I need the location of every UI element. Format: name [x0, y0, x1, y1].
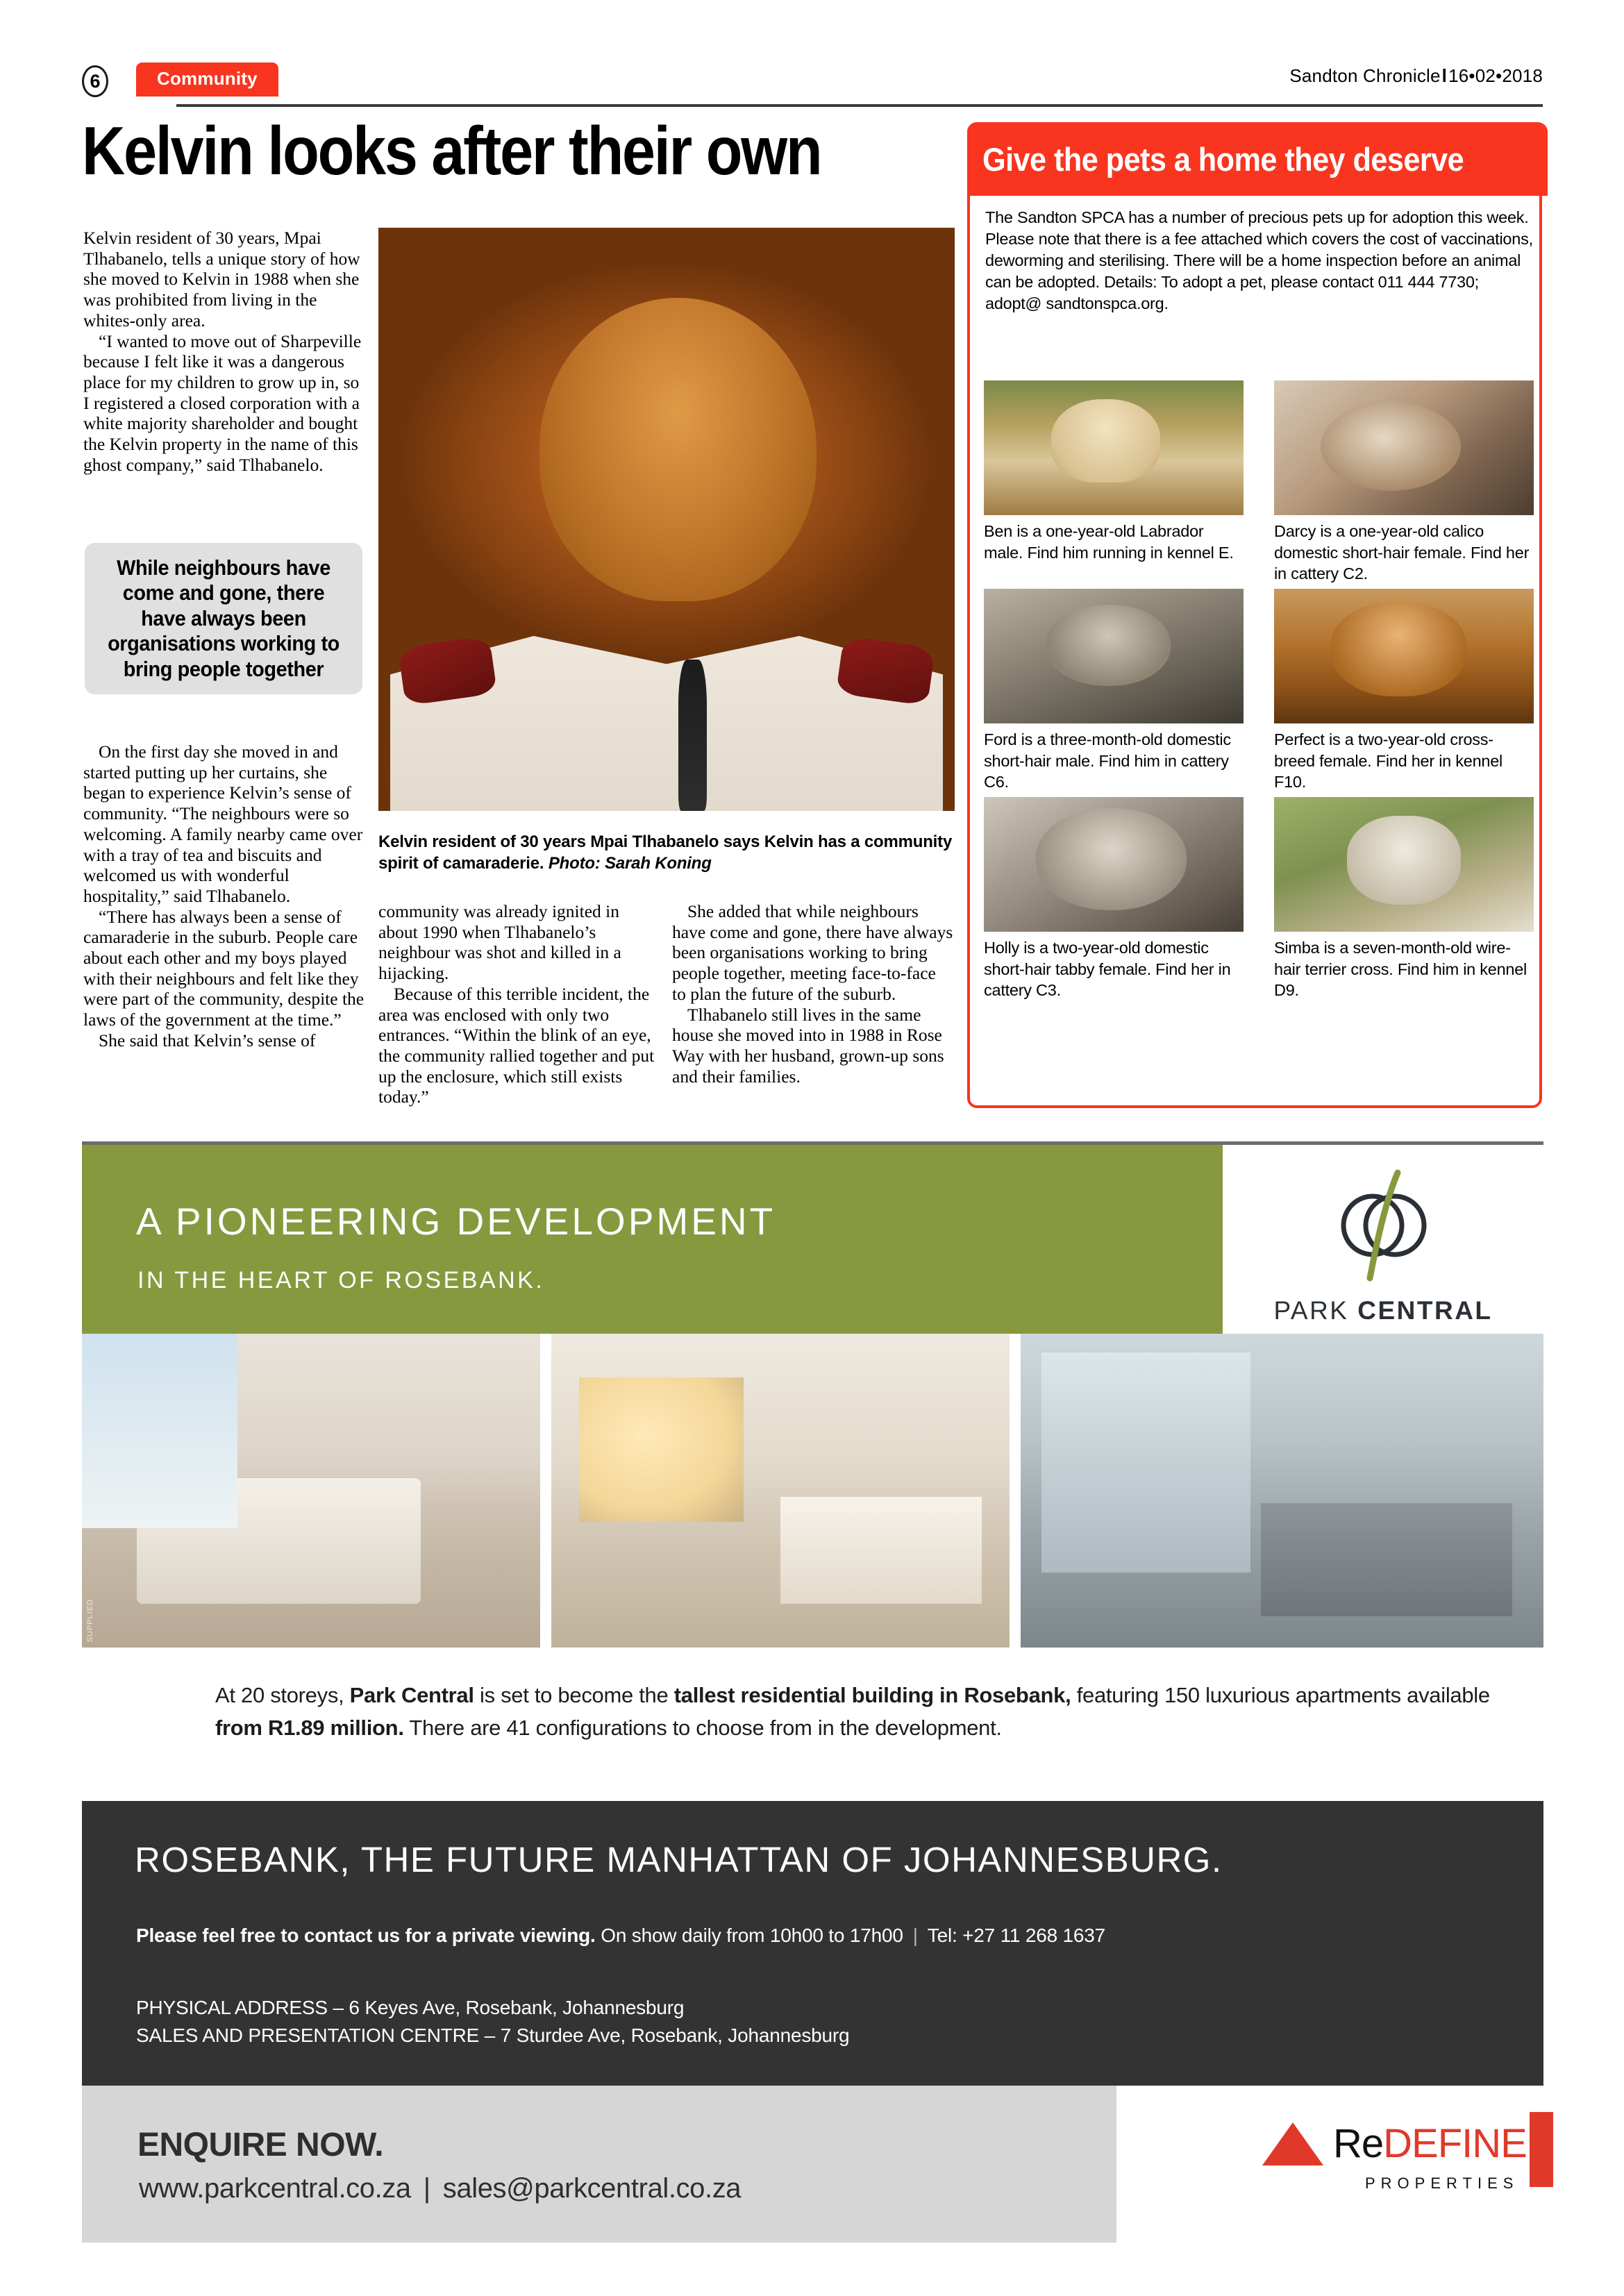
page-number: 6 [82, 65, 108, 97]
paragraph: She added that while neighbours have come and gone, there have always been organisations working to bring people together, meeting face-to-face to plan the future of the suburb. [672, 901, 953, 1004]
masthead [1289, 65, 1543, 87]
advert-body-copy [215, 1679, 1521, 1744]
paragraph: She said that Kelvin’s sense of [99, 1030, 316, 1050]
pet-photo-ben [984, 380, 1244, 515]
advert-subheading: IN THE HEART OF ROSEBANK. [137, 1267, 545, 1293]
advert-photo-credit: SUPPLIED [86, 1598, 94, 1642]
paragraph: “There has always been a sense of camaraderie in the suburb. People care about each other and my boys played with their neighbours and felt like they were part of the community, despite the laws of the government at the time.” [83, 906, 365, 1030]
pet-caption: Ford is a three-month-old domestic short-hair male. Find him in cattery C6. [984, 730, 1231, 791]
advert-addresses [136, 1994, 849, 2050]
pet-card-ford [984, 589, 1244, 797]
masthead-date: 16•02•2018 [1448, 65, 1543, 86]
pet-caption: Perfect is a two-year-old cross-breed female. Find her in kennel F10. [1274, 730, 1503, 791]
spca-intro-text: The Sandton SPCA has a number of precious pets up for adoption this week. Please note that there is a fee attached which covers the cost of vaccinations, deworming and sterilising. There will be a home inspection before an animal can be adopted. Details: To adopt a pet, please contact 011 444 7730; adopt@ sandtonspca.org. [985, 208, 1533, 313]
logo-name-light: PARK [1273, 1296, 1358, 1325]
park-central-logo [1223, 1145, 1543, 1334]
pet-photo-perfect [1274, 589, 1534, 723]
spca-sidebar [967, 122, 1542, 1108]
section-tag: Community [136, 62, 278, 97]
redefine-logo-row [1262, 2120, 1527, 2167]
advert-viewing-line [136, 1925, 1105, 1947]
article-column-2 [378, 901, 660, 1107]
address-value: – 6 Keyes Ave, Rosebank, Johannesburg [333, 1997, 685, 2018]
address-label: PHYSICAL ADDRESS [136, 1997, 328, 2018]
pet-card-ben [984, 380, 1244, 589]
article-column-1-bottom [83, 741, 369, 1051]
pet-photo-simba [1274, 797, 1534, 932]
pet-photo-ford [984, 589, 1244, 723]
pet-photo-holly [984, 797, 1244, 932]
enquire-contact-links [139, 2173, 741, 2204]
logo-name-bold: CENTRAL [1357, 1296, 1493, 1325]
pet-card-darcy [1274, 380, 1534, 589]
pet-caption: Holly is a two-year-old domestic short-hair tabby female. Find her in cattery C3. [984, 939, 1231, 1000]
body-part: is set to become the [474, 1683, 674, 1707]
body-part: At 20 storeys, [215, 1683, 350, 1707]
pet-card-holly [984, 797, 1244, 1005]
pull-quote [85, 543, 362, 694]
photo-credit: Photo: Sarah Koning [548, 853, 712, 873]
address-label: SALES AND PRESENTATION CENTRE [136, 2024, 480, 2046]
paragraph: Kelvin resident of 30 years, Mpai Tlhabanelo, tells a unique story of how she moved to Kelvin in 1988 when she was prohibited from living in the whites-only area. [83, 228, 360, 330]
advert-green-banner [82, 1145, 1223, 1334]
article-column-3 [672, 901, 953, 1087]
caption-text: Kelvin resident of 30 years Mpai Tlhabanelo says Kelvin has a community spirit of camaraderie. [378, 832, 953, 873]
redefine-subtitle: PROPERTIES [1365, 2175, 1519, 2192]
masthead-title: Sandton Chronicle [1289, 65, 1441, 86]
enquire-title: ENQUIRE NOW. [137, 2127, 384, 2163]
advert-dark-panel [82, 1801, 1543, 2086]
pull-quote-text: While neighbours have come and gone, there have always been organisations working to bring people together [108, 555, 340, 681]
photo-portrait-woman [378, 228, 955, 811]
redefine-red-bar [1530, 2112, 1553, 2187]
redefine-wordmark [1333, 2120, 1527, 2167]
park-central-monogram-icon [1331, 1164, 1435, 1286]
advert-photo-strip [82, 1334, 1543, 1648]
viewing-telephone: Tel: +27 11 268 1637 [927, 1925, 1106, 1946]
portrait-tie [678, 660, 708, 811]
redefine-properties-logo [1262, 2108, 1543, 2219]
advert-photo-bedroom [82, 1334, 540, 1648]
address-value: – 7 Sturdee Ave, Rosebank, Johannesburg [484, 2024, 850, 2046]
paragraph: community was already ignited in about 1990 when Tlhabanelo’s neighbour was shot and killed in a hijacking. [378, 901, 621, 984]
advert-heading: A PIONEERING DEVELOPMENT [136, 1200, 776, 1243]
pet-caption: Ben is a one-year-old Labrador male. Find him running in kennel E. [984, 522, 1234, 562]
paragraph: On the first day she moved in and started putting up her curtains, she began to experience Kelvin’s sense of community. “The neighbours were so welcoming. A family nearby came over with a tray of tea and biscuits and welcomed us with wonderful hospitality,” said Tlhabanelo. [83, 741, 363, 906]
redefine-define: DEFINE [1383, 2121, 1527, 2166]
viewing-bold: Please feel free to contact us for a private viewing. [136, 1925, 596, 1946]
pet-photo-darcy [1274, 380, 1534, 515]
page-header [82, 61, 1543, 103]
body-part: featuring 150 luxurious apartments available [1071, 1683, 1490, 1707]
enquire-separator: | [423, 2173, 430, 2204]
address-row-physical [136, 1994, 849, 2022]
pet-caption: Simba is a seven-month-old wire-hair terrier cross. Find him in kennel D9. [1274, 939, 1527, 1000]
page-title: Kelvin looks after their own [82, 112, 821, 189]
address-row-sales [136, 2022, 849, 2050]
enquire-website-link[interactable]: www.parkcentral.co.za [139, 2173, 411, 2204]
spca-title: Give the pets a home they deserve [982, 140, 1464, 178]
redefine-re: Re [1333, 2121, 1384, 2166]
header-rule [176, 104, 1543, 107]
article-column-1-top [83, 228, 369, 475]
advert-enquire-panel [82, 2086, 1116, 2243]
body-part: There are 41 configurations to choose from in the development. [403, 1715, 1002, 1740]
viewing-separator: | [912, 1925, 918, 1946]
paragraph: “I wanted to move out of Sharpeville because I felt like it was a dangerous place for my children to grow up in, so I registered a closed corporation with a white majority shareholder and bought the Kelvin property in the name of this ghost company,” said Tlhabanelo. [83, 330, 362, 475]
viewing-hours: On show daily from 10h00 to 17h00 [601, 1925, 903, 1946]
triangle-icon [1262, 2122, 1323, 2165]
pet-card-simba [1274, 797, 1534, 1005]
park-central-wordmark [1223, 1296, 1543, 1325]
body-bold: tallest residential building in Rosebank, [673, 1683, 1071, 1707]
spca-pet-grid [984, 380, 1534, 1005]
advert-photo-dining [1021, 1334, 1543, 1648]
article-main-photo [378, 228, 955, 811]
pet-caption: Darcy is a one-year-old calico domestic short-hair female. Find her in cattery C2. [1274, 522, 1530, 583]
advert-photo-lounge [551, 1334, 1010, 1648]
body-bold: from R1.89 million. [215, 1715, 404, 1740]
paragraph: Because of this terrible incident, the area was enclosed with only two entrances. “Within the blink of an eye, the community rallied together and put up the enclosure, which still exists today.” [378, 983, 655, 1107]
advertisement-park-central [82, 1141, 1543, 2243]
article-photo-caption [378, 832, 955, 874]
enquire-email-link[interactable]: sales@parkcentral.co.za [442, 2173, 742, 2204]
pet-card-perfect [1274, 589, 1534, 797]
body-bold: Park Central [349, 1683, 474, 1707]
masthead-separator: l [1441, 65, 1448, 86]
paragraph: Tlhabanelo still lives in the same house she moved into in 1988 in Rose Way with her husband, grown-up sons and their families. [672, 1004, 944, 1087]
portrait-face [539, 298, 816, 601]
spca-header [967, 122, 1548, 196]
advert-dark-heading: ROSEBANK, THE FUTURE MANHATTAN OF JOHANNESBURG. [135, 1840, 1223, 1879]
